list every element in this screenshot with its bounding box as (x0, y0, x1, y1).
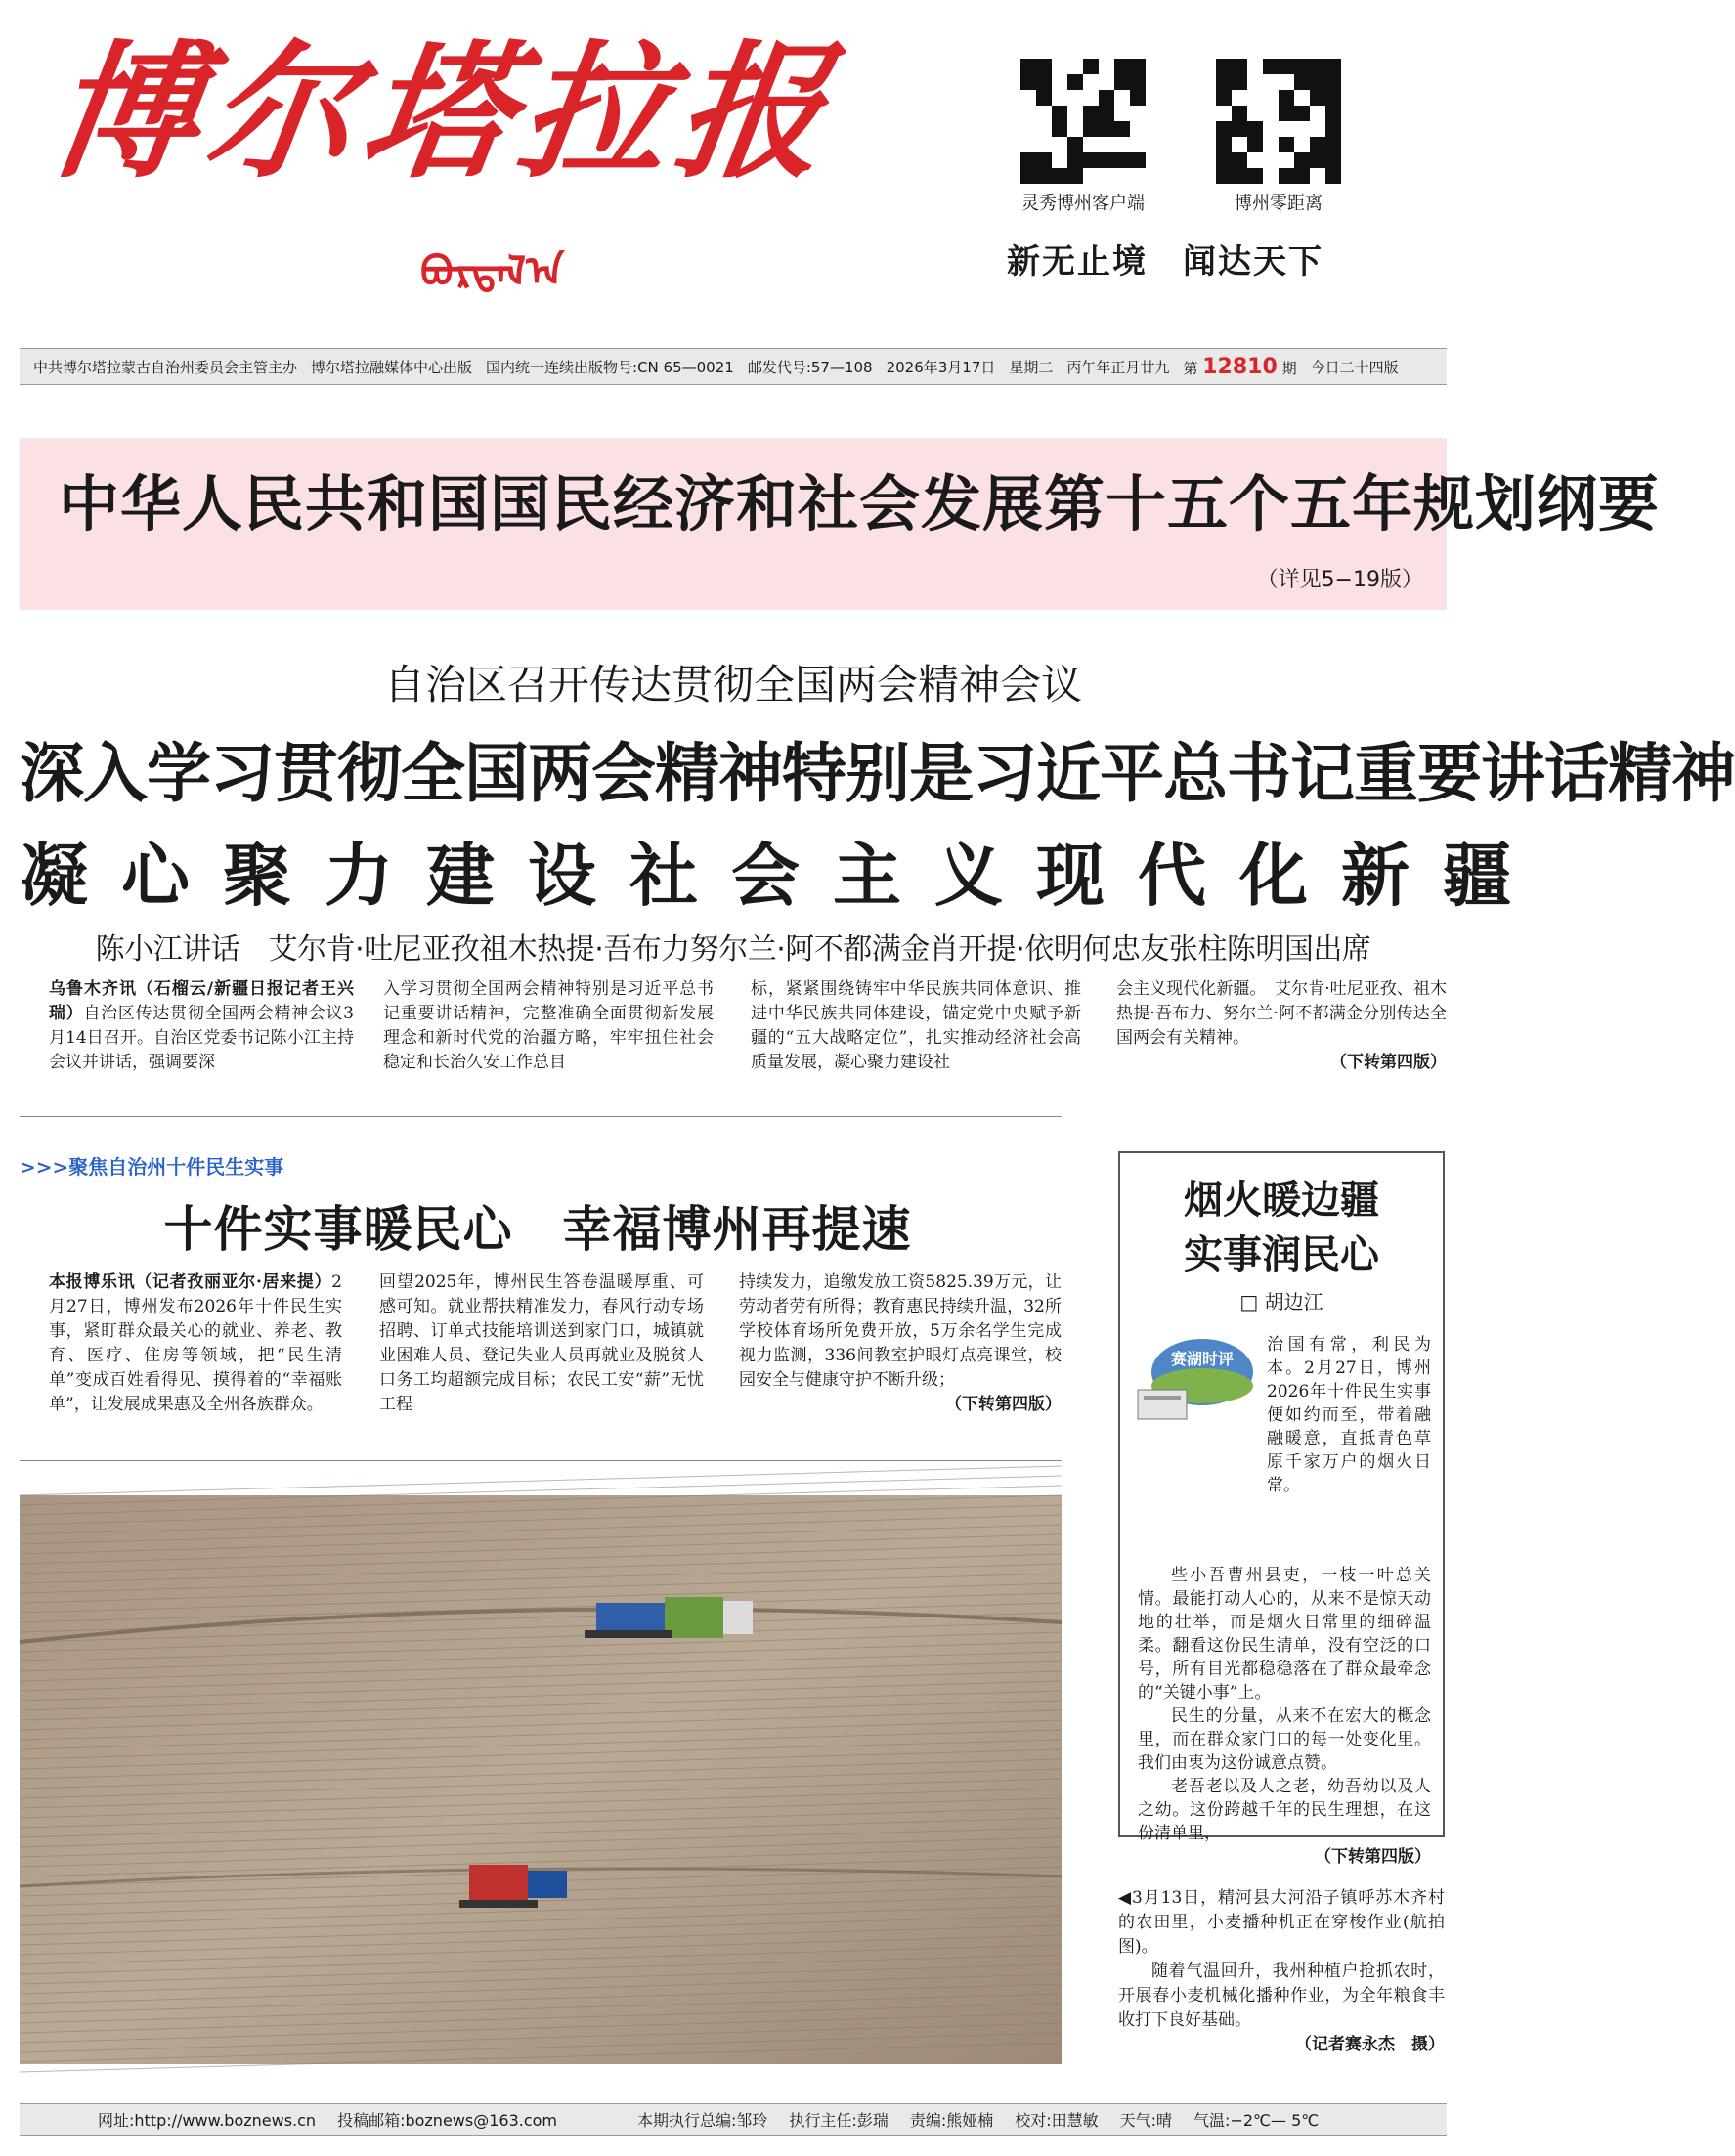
badge-graphic (1134, 1331, 1259, 1429)
lead-text-1: 自治区传达贯彻全国两会精神会议3月14日召开。自治区党委书记陈小江主持会议并讲话，强调要深 (49, 1004, 354, 1072)
footer-editor: 责编:熊娅楠 (909, 2111, 994, 2130)
footer-exec-editor: 执行主任:彭瑞 (789, 2111, 889, 2130)
commentary-box[interactable] (1118, 1151, 1445, 1867)
photo-caption (1118, 1886, 1445, 2057)
lead-byline: 乌鲁木齐讯（石榴云/新疆日报记者王兴瑞） (49, 979, 354, 1023)
issue-suffix: 期 (1281, 360, 1297, 377)
info-cn-number: 国内统一连续出版物号:CN 65—0021 (486, 359, 734, 376)
commentary-title-line-2: 实事润民心 (1184, 1231, 1379, 1277)
footer-proofreader: 校对:田慧敏 (1015, 2111, 1099, 2130)
commentary-para-1: 治国有常，利民为本。2月27日，博州2026年十件民生实事便如约而至，带着融融暖意，直抵青色草原千家万户的烟火日常。 (1267, 1335, 1431, 1495)
info-postal-code: 邮发代号:57—108 (747, 359, 873, 376)
commentary-title-line-1: 烟火暖边疆 (1184, 1177, 1379, 1223)
section-headline[interactable]: 十件实事暖民心 幸福博州再提速 (163, 1200, 912, 1258)
footer-bar (20, 2103, 1447, 2136)
info-page-count: 今日二十四版 (1310, 359, 1399, 376)
section-column-1 (49, 1271, 342, 1417)
banner-headline[interactable]: 中华人民共和国国民经济和社会发展第十五个五年规划纲要 (59, 468, 1661, 539)
footer-weather: 天气:晴 (1119, 2111, 1173, 2130)
photo-credit: （记者赛永杰 摄） (1295, 2035, 1445, 2054)
lead-column-3 (751, 977, 1081, 1075)
info-issue (1183, 349, 1296, 384)
footer-chief-editor: 本期执行总编:邹玲 (637, 2111, 768, 2130)
section-text-2: 回望2025年，博州民生答卷温暖厚重、可感可知。就业帮扶精准发力，春风行动专场招聘、订单式技能培训送到家门口，城镇就业困难人员、登记失业人员再就业及脱贫人口务工均超额完成目标；农民工安“薪”无忧工程 (379, 1272, 704, 1414)
section-label[interactable]: >>>聚焦自治州十件民生实事 (20, 1155, 284, 1179)
lead-column-4 (1116, 977, 1447, 1102)
lead-subhead: 陈小江讲话 艾尔肯·吐尼亚孜祖木热提·吾布力努尔兰·阿不都满金肖开提·依明何忠友张柱陈明国出席 (95, 932, 1371, 967)
lead-headline[interactable]: 深入学习贯彻全国两会精神特别是习近平总书记重要讲话精神 (20, 736, 1735, 811)
masthead-title: 博尔塔拉报 (40, 26, 846, 198)
commentary-title[interactable] (1120, 1173, 1443, 1282)
info-date: 2026年3月17日 (886, 359, 996, 376)
qr-label-wechat: 博州零距离 (1235, 194, 1323, 214)
lead-column-2 (383, 977, 714, 1075)
section-text-1: 2月27日，博州发布2026年十件民生实事，紧盯群众最关心的就业、养老、教育、医疗、住房等领域，把“民生清单”变成百姓看得见、摸得着的“幸福账单”，让发展成果惠及全州各族群众。 (49, 1272, 342, 1414)
info-lunar-date: 丙午年正月廿九 (1066, 359, 1170, 376)
commentary-continued[interactable]: （下转第四版） (1315, 1847, 1431, 1867)
photo-image (20, 1495, 1062, 2064)
divider (20, 1460, 1062, 1461)
issue-prefix: 第 (1183, 360, 1198, 377)
badge-text: 赛湖时评 (1171, 1350, 1235, 1368)
info-bar (20, 348, 1447, 385)
section-byline: 本报博乐讯（记者孜丽亚尔·居来提） (49, 1272, 332, 1292)
lead-text-4: 会主义现代化新疆。 艾尔肯·吐尼亚孜、祖木热提·吾布力、努尔兰·阿不都满金分别传达全国两会有关精神。 (1116, 979, 1447, 1048)
section-continued[interactable]: （下转第四版） (945, 1395, 1062, 1414)
qr-code-wechat[interactable] (1216, 59, 1341, 184)
section-text-3: 持续发力，追缴发放工资5825.39万元，让劳动者劳有所得；教育惠民持续升温，32所学校体育场所免费开放，5万余名学生完成视力监测，336间教室护眼灯点亮课堂，校园安全与健康守护不断升级； (739, 1272, 1062, 1390)
tractor-icon (585, 1597, 753, 1638)
plan-banner[interactable] (20, 438, 1661, 610)
banner-page-reference: （详见5−19版） (1256, 568, 1423, 592)
commentary-para-2: 些小吾曹州县吏，一枝一叶总关情。最能打动人心的，从来不是惊天动地的壮举，而是烟火日常里的细碎温柔。翻看这份民生清单，没有空泛的口号，所有目光都稳稳落在了群众最牵念的“关键小事”上。 (1138, 1566, 1431, 1703)
info-weekday: 星期二 (1009, 359, 1054, 376)
info-publisher: 博尔塔拉融媒体中心出版 (311, 359, 473, 376)
qr-code-icon (1216, 59, 1341, 184)
divider (20, 1116, 1062, 1117)
lead-continued[interactable]: （下转第四版） (1330, 1053, 1447, 1072)
issue-number: 12810 (1202, 355, 1278, 379)
commentary-para-4: 老吾老以及人之老，幼吾幼以及人之幼。这份跨越千年的民生理想，在这份清单里， (1138, 1777, 1431, 1843)
footer-email[interactable]: 投稿邮箱:boznews@163.com (337, 2111, 558, 2130)
lead-kicker: 自治区召开传达贯彻全国两会精神会议 (383, 661, 1082, 709)
qr-code-icon (1020, 59, 1146, 184)
caption-text-1: ◀3月13日，精河县大河沿子镇呼苏木齐村的农田里，小麦播种机正在穿梭作业(航拍图)。 (1118, 1888, 1445, 1957)
section-column-3 (739, 1271, 1062, 1427)
slogan: 新无止境 闻达天下 (1007, 242, 1323, 281)
footer-temperature: 气温:−2℃— 5℃ (1193, 2111, 1320, 2130)
lead-headline-secondary[interactable]: 凝心聚力建设社会主义现代化新疆 (20, 836, 1544, 916)
qr-code-client[interactable] (1020, 59, 1146, 184)
caption-text-2: 随着气温回升，我州种植户抢抓农时，开展春小麦机械化播种作业，为全年粮食丰收打下良好基础。 (1118, 1962, 1445, 2030)
commentary-body (1138, 1564, 1431, 1869)
column-badge-icon (1134, 1331, 1259, 1429)
section-column-2 (379, 1271, 704, 1417)
aerial-field-photo (20, 1495, 1062, 2064)
lead-column-1 (49, 977, 354, 1075)
lead-text-3: 标，紧紧围绕铸牢中华民族共同体意识、推进中华民族共同体建设，锚定党中央赋予新疆的“五大战略定位”，扎实推动经济社会高质量发展，凝心聚力建设社 (751, 979, 1081, 1072)
commentary-para-3: 民生的分量，从来不在宏大的概念里，而在群众家门口的每一处变化里。我们由衷为这份诚意点赞。 (1138, 1706, 1431, 1773)
commentary-author: □ 胡边江 (1239, 1290, 1323, 1314)
qr-label-client: 灵秀博州客户端 (1021, 194, 1145, 214)
lead-text-2: 入学习贯彻全国两会精神特别是习近平总书记重要讲话精神，完整准确全面贯彻新发展理念和新时代党的治疆方略，牢牢扭住社会稳定和长治久安工作总目 (383, 979, 714, 1072)
info-sponsor: 中共博尔塔拉蒙古自治州委员会主管主办 (33, 359, 298, 376)
footer-website[interactable]: 网址:http://www.boznews.cn (98, 2111, 317, 2130)
masthead-mongolian-script: ᠪᠣᠷᠲᠠᠯ᠎ᠠ (420, 247, 565, 295)
